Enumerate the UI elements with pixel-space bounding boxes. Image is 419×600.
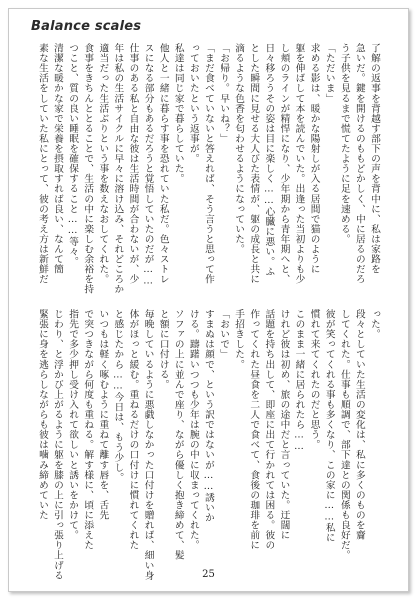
text-line: 躯を伸ばして本を読んでいた。出逢った当初よりも少	[293, 43, 305, 285]
text-line: 「お帰り。早いね？」	[218, 43, 230, 144]
text-line: このまま一緒に居られたら……	[293, 309, 305, 453]
page-number: 25	[202, 569, 215, 580]
text-line: 話題を持ち出して、即座に出て行かれては困る。彼の	[263, 309, 275, 551]
text-line: すまぬは顔で、という訳ではないが……誘いか	[202, 309, 214, 523]
text-line: 体がほっと緩む。重ねるだけの口付けに慣れてくれた	[127, 309, 139, 551]
running-header: Balance scales	[31, 19, 142, 34]
text-line: 慣れて来てくれたのだと思う。	[308, 309, 320, 450]
text-line: 段々としていた生活の変化は、私に多くのものを齎	[353, 309, 365, 541]
text-line: じわり、と浮かび上がるように躯を膝の上に引っ張り上げる	[52, 309, 64, 581]
text-line: 彼が笑ってくれる事も多くなり、この家に……私に	[323, 309, 335, 543]
text-line: っておいたという返事が。	[187, 43, 199, 164]
text-line: スになる部分もあるだろうと覚悟していたのだが……	[142, 43, 154, 287]
text-line: 求める影は、暖かな陽射しが入る居間で猫のように	[308, 43, 320, 275]
text-line: と額に口付ける。	[157, 309, 169, 390]
text-block-upper	[26, 43, 382, 295]
text-line: 指先で多少押し受け入れて欲しいと誘いをかけて。	[67, 309, 79, 541]
text-line: 食事をきちんととることで、生活の中に楽しむ余裕を持	[82, 43, 94, 295]
text-line: 了解の返事を背越す部下の声を背中に、私は家路を	[369, 43, 380, 275]
text-line: った。	[369, 309, 380, 340]
text-line: 私達は同じ家で暮らしていた。	[172, 43, 184, 184]
text-line: 日々移ろうその姿は目に楽しく……心臓に悪い。ふ	[263, 43, 275, 277]
text-line: 「まだ食べていないと答えれば、そう言うと思って作	[202, 43, 214, 285]
text-line: 緊張に身を逃らしながらも彼は噛み締めていた	[36, 309, 48, 521]
book-page	[8, 8, 409, 592]
text-line: と感じたから……今日は、もう少し。	[112, 309, 124, 483]
text-line: 仕事のある私と自由な彼は生活時間が合わないが、少	[127, 43, 139, 285]
text-line: 作ってくれた昼食を二人で食べて、食後の珈琲を前に	[248, 309, 260, 551]
text-line: う子供を見るまで慌てたように足を速める。	[338, 43, 350, 244]
text-line: で突つきながら何度も重ねる。解す様に、頃に添えた	[82, 309, 94, 551]
text-line: ける。躊躇いつつも少年は腕の中に収まってくれた。	[187, 309, 199, 551]
text-line: 年は私の生活サイクルに早々に溶け込み、それどころか	[112, 43, 124, 295]
text-line: 毎晩しているように悪戯しなかった口付けを贈れば、細い身	[142, 309, 154, 581]
text-line: とした瞬間に見せる大人びた表情が、躯の成長と共に	[248, 43, 260, 285]
text-line: つこと、質の良い睡眠を確保すること……等々。	[67, 43, 79, 267]
text-line: してくれた。仕事も順調で、部下達との関係も良好だ。	[338, 309, 350, 561]
text-line: 「ただいま」	[323, 43, 335, 104]
text-line: いつもは軽く啄むように重ねて離す唇を、舌先	[97, 309, 109, 521]
text-line: 「おいで」	[218, 309, 230, 360]
text-line: けれど彼は初め、旅の途中だと言っていた。迂闊に	[278, 309, 290, 541]
text-line: ソファの上に並んで座り、ながら優しく抱き締めて、髪	[172, 309, 184, 561]
text-line: 急いだ。鍵を開けるのももどかしく、中に居るのだろ	[353, 43, 365, 285]
text-line: 清潔な暖かな家で栄養を摂取すれば良い、なんて簡	[52, 43, 64, 275]
text-line: 他人と一緒に暮らす事を恐れていた私だ。色々ストレ	[157, 43, 169, 285]
text-line: 滴るような色香を匂わせるようになっていた。	[233, 43, 245, 255]
text-line: 手招きした。	[233, 309, 245, 370]
text-line: 適当だった生活ぶりという事を数えなおしてくれた。	[97, 43, 109, 285]
text-line: 素な生活をしていた私にとって、彼の考え方は新鮮だ	[36, 43, 48, 285]
text-line: し頬のラインが精悍になり、少年期から青年期へと、	[278, 43, 290, 285]
